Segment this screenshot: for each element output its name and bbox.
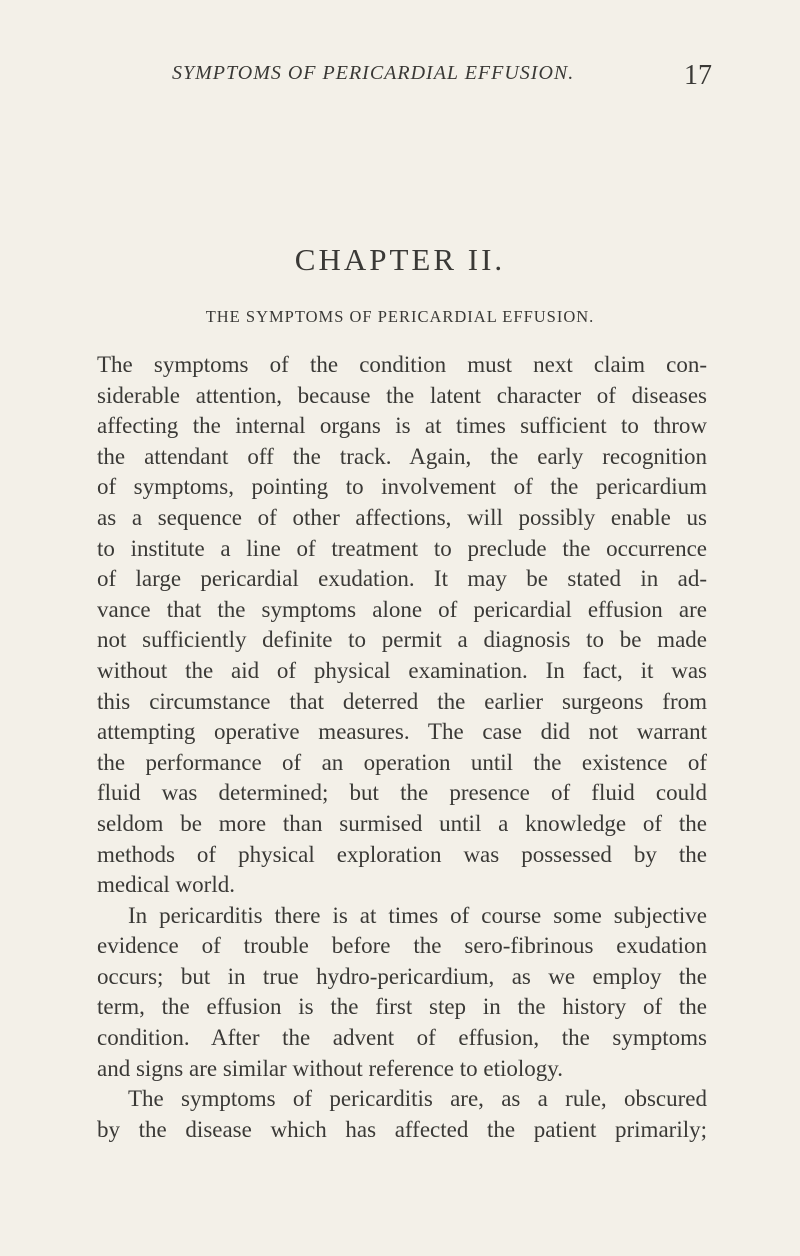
- body-text: [97, 350, 707, 1145]
- text-line: by the disease which has affected the patient primarily;: [97, 1116, 707, 1142]
- text-line: The symptoms of the condition must next claim con-: [97, 352, 707, 377]
- text-line: attempting operative measures. The case did not warrant: [97, 719, 707, 745]
- text-line: medical world.: [97, 872, 235, 898]
- text-line: of large pericardial exudation. It may be stated in ad-: [97, 566, 707, 592]
- text-line: occurs; but in true hydro-pericardium, as we employ the: [97, 963, 707, 989]
- text-line: the performance of an operation until the existence of: [97, 749, 707, 775]
- text-line: The symptoms of pericarditis are, as a rule, obscured: [128, 1086, 707, 1112]
- chapter-subtitle: THE SYMPTOMS OF PERICARDIAL EFFUSION.: [205, 307, 595, 326]
- text-line: of symptoms, pointing to involvement of the pericardium: [97, 474, 707, 500]
- text-line: seldom be more than surmised until a knowledge of the: [97, 810, 707, 836]
- text-line: term, the effusion is the first step in the history of the: [97, 994, 707, 1020]
- text-line: not sufficiently definite to permit a diagnosis to be made: [97, 627, 707, 653]
- chapter-heading: CHAPTER II.: [294, 242, 506, 277]
- running-header: [172, 60, 712, 100]
- text-line: condition. After the advent of effusion, the symptoms: [97, 1025, 707, 1051]
- paragraph-2: [97, 901, 707, 1085]
- text-line: siderable attention, because the latent character of diseases: [97, 382, 707, 408]
- page-number: 17: [684, 60, 712, 91]
- text-line: affecting the internal organs is at times sufficient to throw: [97, 413, 707, 439]
- text-line: this circumstance that deterred the earlier surgeons from: [97, 688, 707, 714]
- text-line: and signs are similar without reference to etiology.: [97, 1055, 564, 1081]
- text-line: In pericarditis there is at times of course some subjective: [128, 902, 707, 928]
- text-line: the attendant off the track. Again, the early recognition: [97, 443, 707, 469]
- text-line: without the aid of physical examination. In fact, it was: [97, 657, 707, 683]
- text-line: vance that the symptoms alone of pericardial effusion are: [97, 596, 707, 622]
- text-line: to institute a line of treatment to preclude the occurrence: [97, 535, 707, 561]
- text-line: fluid was determined; but the presence of fluid could: [97, 780, 707, 806]
- paragraph-1: [97, 350, 707, 901]
- text-line: methods of physical exploration was possessed by the: [97, 841, 707, 867]
- paragraph-3: [97, 1084, 707, 1145]
- running-title: SYMPTOMS OF PERICARDIAL EFFUSION.: [172, 62, 575, 84]
- text-line: evidence of trouble before the sero-fibrinous exudation: [97, 933, 707, 959]
- text-line: as a sequence of other affections, will possibly enable us: [97, 504, 707, 530]
